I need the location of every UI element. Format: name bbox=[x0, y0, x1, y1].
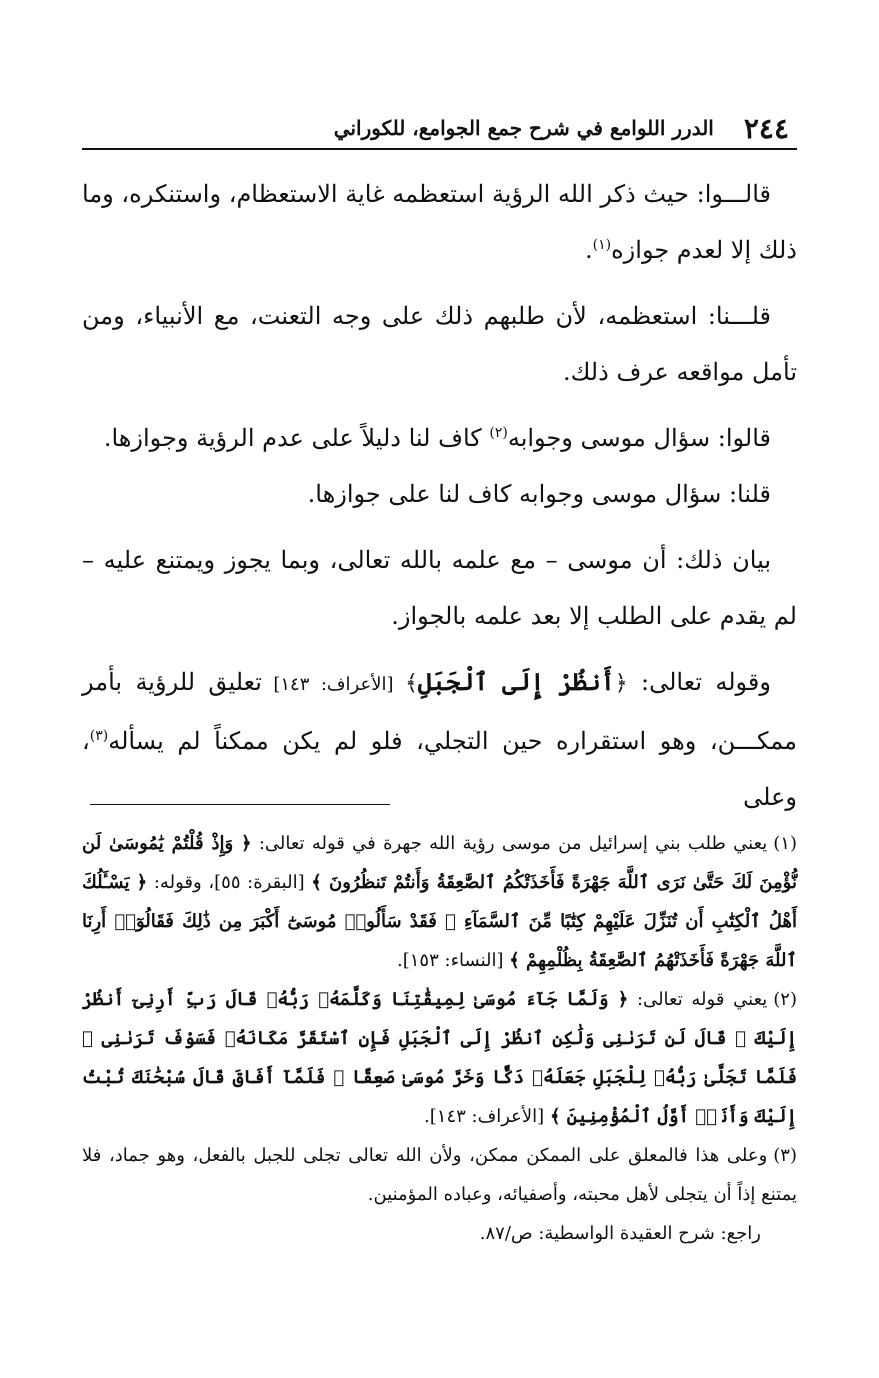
footnotes bbox=[82, 824, 797, 1253]
paragraph-ayah-discussion bbox=[82, 654, 797, 825]
footnote-marker: (٢) bbox=[773, 989, 797, 1010]
quran-quote: أَنظُرْ إِلَى ٱلْجَبَلِ bbox=[417, 667, 615, 696]
footnote-ref-2: (٢) bbox=[489, 425, 508, 441]
footnote-ref-1: (١) bbox=[592, 237, 612, 253]
footnote-1 bbox=[82, 824, 797, 980]
footnote-3-reference: راجع: شرح العقيدة الواسطية: ص/٨٧. bbox=[479, 1223, 761, 1244]
footnote-text: يعني قوله تعالى: bbox=[628, 989, 768, 1010]
quran-quote: ﴿ يَسْـَٔلُكَ أَهْلُ ٱلْكِتَٰبِ أَن تُنَزِّلَ عَلَيْهِمْ كِتَٰبًا مِّنَ ٱلسَّمَآءِ ۚ فَقَدْ سَأَلُوا۟ مُوسَىٰٓ أَكْبَرَ مِن ذَٰلِكَ فَقَالُوٓا۟ أَرِنَا ٱللَّهَ جَهْرَةً فَأَخَذَتْهُمُ ٱلصَّٰعِقَةُ بِظُلْمِهِمْ ﴾ bbox=[82, 872, 797, 971]
paragraph-text: ، وعلى bbox=[82, 727, 797, 811]
footnote-text: وقوله: bbox=[147, 872, 202, 893]
footnote-3 bbox=[82, 1136, 797, 1214]
paragraph-text: قالـــوا: حيث ذكر الله الرؤية استعظمه غاية الاستعظام، واستنكره، وما ذلك إلا لعدم جوازه bbox=[82, 180, 797, 264]
paragraph-text: قالوا: سؤال موسى وجوابه bbox=[507, 424, 771, 452]
footnote-ref-3: (٣) bbox=[89, 728, 109, 744]
ornate-bracket-open: ﴿ bbox=[614, 671, 628, 696]
paragraph-text: وقوله تعالى: bbox=[627, 668, 771, 696]
page-number: ٢٤٤ bbox=[743, 111, 789, 145]
surah-reference: [النساء: ١٥٣]. bbox=[397, 950, 510, 971]
main-text bbox=[82, 166, 797, 835]
paragraph-end: . bbox=[585, 236, 593, 264]
surah-reference: [البقرة: ٥٥]، bbox=[201, 872, 312, 893]
paragraph-objection-1 bbox=[82, 166, 797, 278]
footnote-marker: (٣) bbox=[773, 1145, 797, 1166]
footnote-marker: (١) bbox=[773, 833, 797, 854]
paragraph-explanation: بيان ذلك: أن موسى – مع علمه بالله تعالى، وبما يجوز ويمتنع عليه – لم يقدم على الطلب إلا بعد علمه بالجواز. bbox=[82, 546, 797, 630]
paragraph-objection-2 bbox=[82, 410, 797, 466]
paragraph-reply-2: قلنا: سؤال موسى وجوابه كاف لنا على جوازها. bbox=[307, 480, 771, 508]
surah-reference: [الأعراف: ١٤٣]. bbox=[424, 1106, 550, 1127]
page-header bbox=[82, 108, 797, 150]
quran-quote: ﴿ وَإِذْ قُلْتُمْ يَٰمُوسَىٰ لَن نُّؤْمِنَ لَكَ حَتَّىٰ نَرَى ٱللَّهَ جَهْرَةً فَأَخَذَتْكُمُ ٱلصَّٰعِقَةُ وَأَنتُمْ تَنظُرُونَ ﴾ bbox=[82, 833, 797, 893]
ornate-bracket-close: ﴾ bbox=[404, 671, 418, 696]
running-title: الدرر اللوامع في شرح جمع الجوامع، للكوراني bbox=[333, 116, 714, 140]
footnote-separator bbox=[90, 804, 390, 805]
paragraph-text: تعليق للرؤية بأمر ممكـــن، وهو استقراره حين التجلي، فلو لم يكن ممكناً لم يسأله bbox=[82, 668, 797, 755]
paragraph-reply-1: قلـــنا: استعظمه، لأن طلبهم ذلك على وجه التعنت، مع الأنبياء، ومن تأمل مواقعه عرف ذلك. bbox=[82, 302, 797, 386]
footnote-text: يعني طلب بني إسرائيل من موسى رؤية الله جهرة في قوله تعالى: bbox=[251, 833, 768, 854]
paragraph-text: كاف لنا دليلاً على عدم الرؤية وجوازها. bbox=[103, 424, 490, 452]
quran-quote: ﴿ وَلَمَّا جَآءَ مُوسَىٰ لِمِيقَٰتِنَا وَكَلَّمَهُۥ رَبُّهُۥ قَالَ رَبِّ أَرِنِىٓ أَنظُرْ إِلَيْكَ ۚ قَالَ لَن تَرَىٰنِى وَلَٰكِنِ ٱنظُرْ إِلَى ٱلْجَبَلِ فَإِنِ ٱسْتَقَرَّ مَكَانَهُۥ فَسَوْفَ تَرَىٰنِى ۚ فَلَمَّا تَجَلَّىٰ رَبُّهُۥ لِلْجَبَلِ جَعَلَهُۥ دَكًّا وَخَرَّ مُوسَىٰ صَعِقًا ۚ فَلَمَّآ أَفَاقَ قَالَ سُبْحَٰنَكَ تُبْتُ إِلَيْكَ وَأَنَا۠ أَوَّلُ ٱلْمُؤْمِنِينَ ﴾ bbox=[82, 989, 797, 1127]
surah-reference: [الأعراف: ١٤٣] bbox=[261, 674, 405, 695]
footnote-2 bbox=[82, 980, 797, 1136]
footnote-text: وعلى هذا فالمعلق على الممكن ممكن، ولأن الله تعالى تجلى للجبل بالفعل، وهو جماد، فلا يمتنع إذاً أن يتجلى لأهل محبته، وأصفيائه، وعباده المؤمنين. bbox=[82, 1145, 797, 1205]
